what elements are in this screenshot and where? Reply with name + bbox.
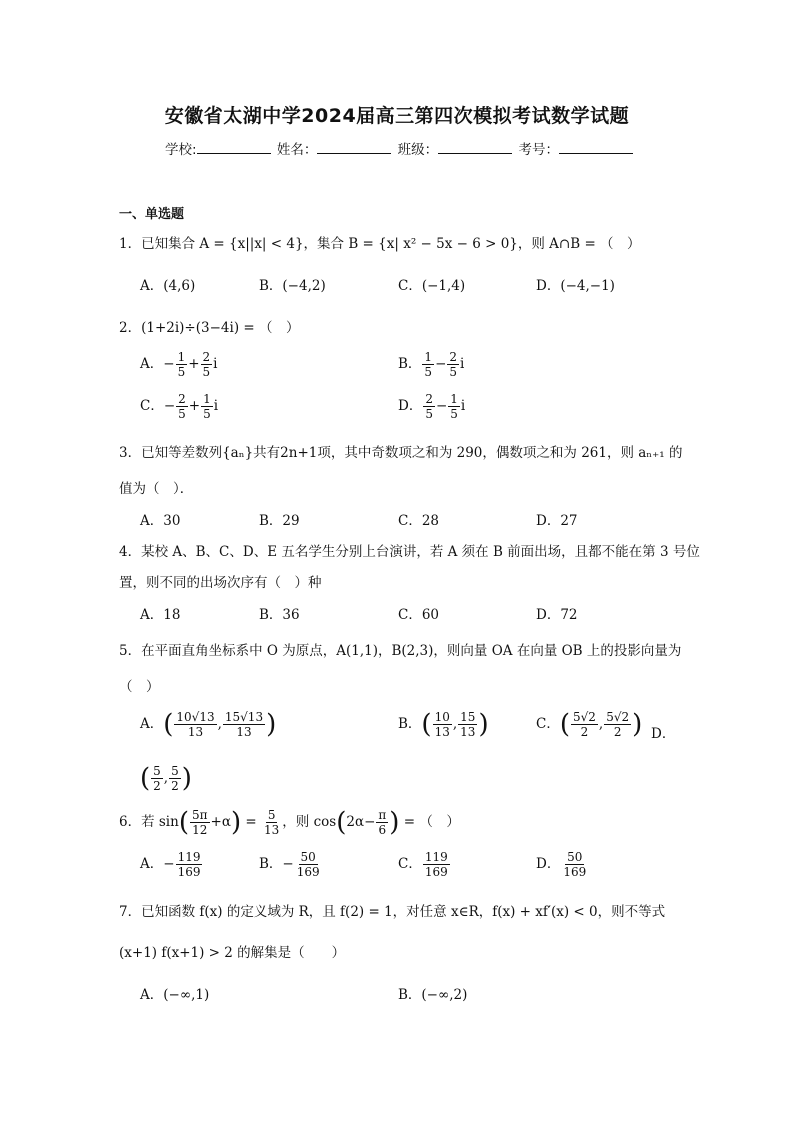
- q5-d-frac1: [151, 764, 163, 793]
- q6-then: ，则 cos: [282, 814, 337, 830]
- q5-c-frac1: [571, 710, 598, 739]
- q6-c-frac: [423, 850, 450, 879]
- student-info-row: [165, 138, 635, 158]
- q6-b-sign: −: [282, 856, 294, 872]
- q6-b-frac: [295, 850, 322, 879]
- q2-b-den2: 5: [449, 365, 458, 379]
- exam-no-label: 考号：: [518, 142, 559, 158]
- q2-d-num2: 1: [450, 392, 458, 406]
- question-5-line2: （ ）: [119, 679, 160, 695]
- q2-option-a-label: A．: [140, 356, 164, 372]
- q2-b-frac2: [447, 350, 459, 379]
- q6-den3: 6: [378, 823, 387, 837]
- q6-b-den: 169: [296, 865, 320, 879]
- q5-b-frac1: [433, 710, 452, 739]
- q6-rparen1: ): [230, 807, 242, 838]
- q2-b-num2: 2: [449, 350, 458, 364]
- question-7-line2: (x+1) f(x+1) > 2 的解集是（ ）: [119, 945, 346, 961]
- q2-d-frac2: [448, 392, 460, 421]
- q2-b-frac1: [422, 350, 434, 379]
- q2-b-op: −: [435, 356, 447, 372]
- q5-a-rparen: ): [266, 709, 277, 740]
- q4-option-b: B．36: [259, 607, 300, 623]
- question-1-stem: 1．已知集合 A = {x||x| < 4}，集合 B = {x| x² − 5x − 6 > 0}，则 A∩B = （ ）: [119, 236, 641, 252]
- q2-a-den2: 5: [202, 365, 211, 379]
- q2-c-sign: −: [163, 398, 176, 414]
- q5-b-num2: 15: [460, 710, 476, 724]
- q6-option-c: [398, 850, 451, 879]
- q6-option-d-label: D．: [536, 856, 561, 872]
- q5-b-num1: 10: [434, 710, 450, 724]
- q2-c-frac2: [201, 392, 213, 421]
- q2-option-c: [140, 392, 218, 421]
- q6-rparen2: ): [389, 807, 400, 838]
- q2-d-num1: 2: [425, 392, 433, 406]
- q2-a-num2: 2: [202, 350, 211, 364]
- q6-den2: 13: [264, 823, 280, 837]
- q6-lparen2: (: [336, 807, 347, 838]
- q2-a-frac2: [201, 350, 213, 379]
- class-label: 班级：: [397, 142, 439, 158]
- q6-a-sign: −: [163, 856, 175, 872]
- question-4-line2: 置，则不同的出场次序有（ ）种: [119, 575, 322, 591]
- q5-option-a-label: A．: [140, 716, 164, 732]
- q2-c-den2: 5: [203, 407, 211, 421]
- q2-option-c-label: C．: [140, 398, 164, 414]
- q2-d-i: i: [460, 398, 466, 414]
- q5-a-frac2: [223, 710, 265, 739]
- q3-option-d: D．27: [536, 513, 578, 529]
- school-label: 学校:: [165, 142, 197, 158]
- q5-d-frac2: [169, 764, 181, 793]
- q6-b-num: 50: [300, 850, 316, 864]
- q2-b-den1: 5: [424, 365, 433, 379]
- section-heading: 一、单选题: [119, 207, 185, 222]
- q2-option-b-label: B．: [398, 356, 422, 372]
- q2-c-op: +: [188, 398, 201, 414]
- q2-a-num1: 1: [177, 350, 186, 364]
- q5-c-num1: 5√2: [573, 710, 596, 724]
- q2-a-den1: 5: [177, 365, 186, 379]
- q1-option-a: A．(4,6): [140, 278, 196, 294]
- q4-option-d: D．72: [536, 607, 578, 623]
- q6-prefix: 6．若 sin: [119, 814, 179, 830]
- q5-a-lparen: (: [163, 709, 174, 740]
- q6-c-den: 169: [424, 865, 448, 879]
- q2-option-b: [398, 350, 464, 379]
- q2-c-den1: 5: [178, 407, 186, 421]
- q6-d-frac: [561, 850, 588, 879]
- q2-option-d: [398, 392, 465, 421]
- q6-c-num: 119: [424, 850, 448, 864]
- q5-d-den2: 2: [171, 779, 179, 793]
- question-2-stem: 2．(1+2i)÷(3−4i) = （ ）: [119, 320, 300, 336]
- q1-option-b: B．(−4,2): [259, 278, 326, 294]
- q6-num3: π: [378, 808, 387, 822]
- q5-a-num2: 15√13: [224, 710, 264, 724]
- q4-option-a: A．18: [140, 607, 181, 623]
- q6-a-frac: [176, 850, 203, 879]
- q5-c-den1: 2: [580, 725, 589, 739]
- q6-d-num: 50: [567, 850, 583, 864]
- q5-b-frac2: [458, 710, 477, 739]
- q6-frac1: [190, 808, 210, 837]
- q5-c-lparen: (: [559, 709, 570, 740]
- q2-a-i: i: [213, 356, 218, 372]
- q5-d-num1: 5: [153, 764, 161, 778]
- q6-option-a: [140, 850, 203, 879]
- q6-frac3: [376, 808, 388, 837]
- q5-b-den2: 13: [460, 725, 476, 739]
- q2-a-frac1: [176, 350, 188, 379]
- q5-c-num2: 5√2: [606, 710, 630, 724]
- q5-d-lparen: (: [140, 763, 151, 794]
- q4-option-c: C．60: [398, 607, 440, 623]
- q2-b-num1: 1: [424, 350, 433, 364]
- q5-c-frac2: [604, 710, 631, 739]
- q7-option-b: B．(−∞,2): [398, 987, 468, 1003]
- question-3-line2: 值为（ ）．: [119, 481, 194, 497]
- q5-a-frac1: [174, 710, 216, 739]
- name-blank[interactable]: [317, 141, 391, 154]
- q2-c-i: i: [213, 398, 219, 414]
- q6-option-c-label: C．: [398, 856, 422, 872]
- q2-d-op: −: [435, 398, 448, 414]
- q7-option-a: A．(−∞,1): [140, 987, 210, 1003]
- q6-lparen1: (: [178, 807, 189, 838]
- q2-c-num2: 1: [203, 392, 211, 406]
- q2-c-frac1: [176, 392, 188, 421]
- q5-a-num1: 10√13: [176, 710, 215, 724]
- q5-b-comma: ,: [452, 716, 458, 732]
- q5-b-rparen: ): [478, 709, 489, 740]
- q6-d-den: 169: [563, 865, 587, 879]
- q6-num2: 5: [267, 808, 276, 822]
- school-blank[interactable]: [197, 141, 271, 154]
- q2-c-num1: 2: [178, 392, 186, 406]
- q5-c-comma: ,: [598, 716, 604, 732]
- q6-mid: +α: [210, 814, 231, 830]
- q6-tail: = （ ）: [399, 814, 460, 830]
- q3-option-c: C．28: [398, 513, 440, 529]
- q6-den1: 12: [192, 823, 208, 837]
- exam-no-blank[interactable]: [559, 141, 633, 154]
- q2-d-frac1: [423, 392, 435, 421]
- q5-option-d-label: D．: [651, 726, 676, 742]
- q2-a-sign: −: [163, 356, 175, 372]
- page-title: 安徽省太湖中学2024届高三第四次模拟考试数学试题: [164, 105, 630, 127]
- q6-option-a-label: A．: [140, 856, 164, 872]
- q5-option-b-label: B．: [398, 716, 422, 732]
- q2-d-den1: 5: [425, 407, 433, 421]
- q5-d-num2: 5: [171, 764, 179, 778]
- q5-option-d: [140, 764, 192, 793]
- q5-a-comma: ,: [217, 716, 222, 732]
- q6-a-num: 119: [177, 850, 201, 864]
- q1-option-d: D．(−4,−1): [536, 278, 615, 294]
- q5-option-c: [536, 710, 642, 739]
- q6-num1: 5π: [191, 808, 208, 822]
- q3-option-b: B．29: [259, 513, 300, 529]
- q6-option-b: [259, 850, 323, 879]
- question-3-line1: 3．已知等差数列{aₙ}共有2n+1项，其中奇数项之和为 290，偶数项之和为 261，则 aₙ₊₁ 的: [119, 445, 683, 461]
- q2-b-i: i: [460, 356, 465, 372]
- q3-option-a: A．30: [140, 513, 181, 529]
- question-4-line1: 4．某校 A、B、C、D、E 五名学生分别上台演讲，若 A 须在 B 前面出场，且都不能在第 3 号位: [119, 544, 700, 560]
- q5-b-den1: 13: [434, 725, 450, 739]
- q5-d-den1: 2: [153, 779, 161, 793]
- question-6-stem: [119, 808, 460, 837]
- q2-option-a: [140, 350, 217, 379]
- q5-d-rparen: ): [181, 763, 192, 794]
- q5-option-c-label: C．: [536, 716, 560, 732]
- q5-option-b: [398, 710, 489, 739]
- q2-a-op: +: [188, 356, 200, 372]
- q6-option-d: [536, 850, 589, 879]
- q6-a-den: 169: [177, 865, 201, 879]
- class-blank[interactable]: [438, 141, 512, 154]
- q5-c-rparen: ): [632, 709, 643, 740]
- question-7-line1: 7．已知函数 f(x) 的定义域为 R，且 f(2) = 1，对任意 x∈R，f(x) + xf′(x) < 0，则不等式: [119, 904, 666, 920]
- q2-d-den2: 5: [450, 407, 458, 421]
- question-5-line1: 5．在平面直角坐标系中 O 为原点，A(1,1)，B(2,3)，则向量 OA 在向量 OB 上的投影向量为: [119, 643, 682, 659]
- q6-inner: 2α−: [346, 814, 376, 830]
- q5-option-a: [140, 710, 276, 739]
- q6-frac2: [262, 808, 281, 837]
- q1-option-c: C．(−1,4): [398, 278, 466, 294]
- q5-a-den1: 13: [187, 725, 204, 739]
- q2-option-d-label: D．: [398, 398, 423, 414]
- q6-eq: =: [241, 814, 262, 830]
- q5-a-den2: 13: [236, 725, 252, 739]
- q5-b-lparen: (: [421, 709, 432, 740]
- q5-d-comma: ,: [163, 770, 169, 786]
- name-label: 姓名：: [276, 142, 318, 158]
- q6-option-b-label: B．: [259, 856, 283, 872]
- q5-c-den2: 2: [613, 725, 622, 739]
